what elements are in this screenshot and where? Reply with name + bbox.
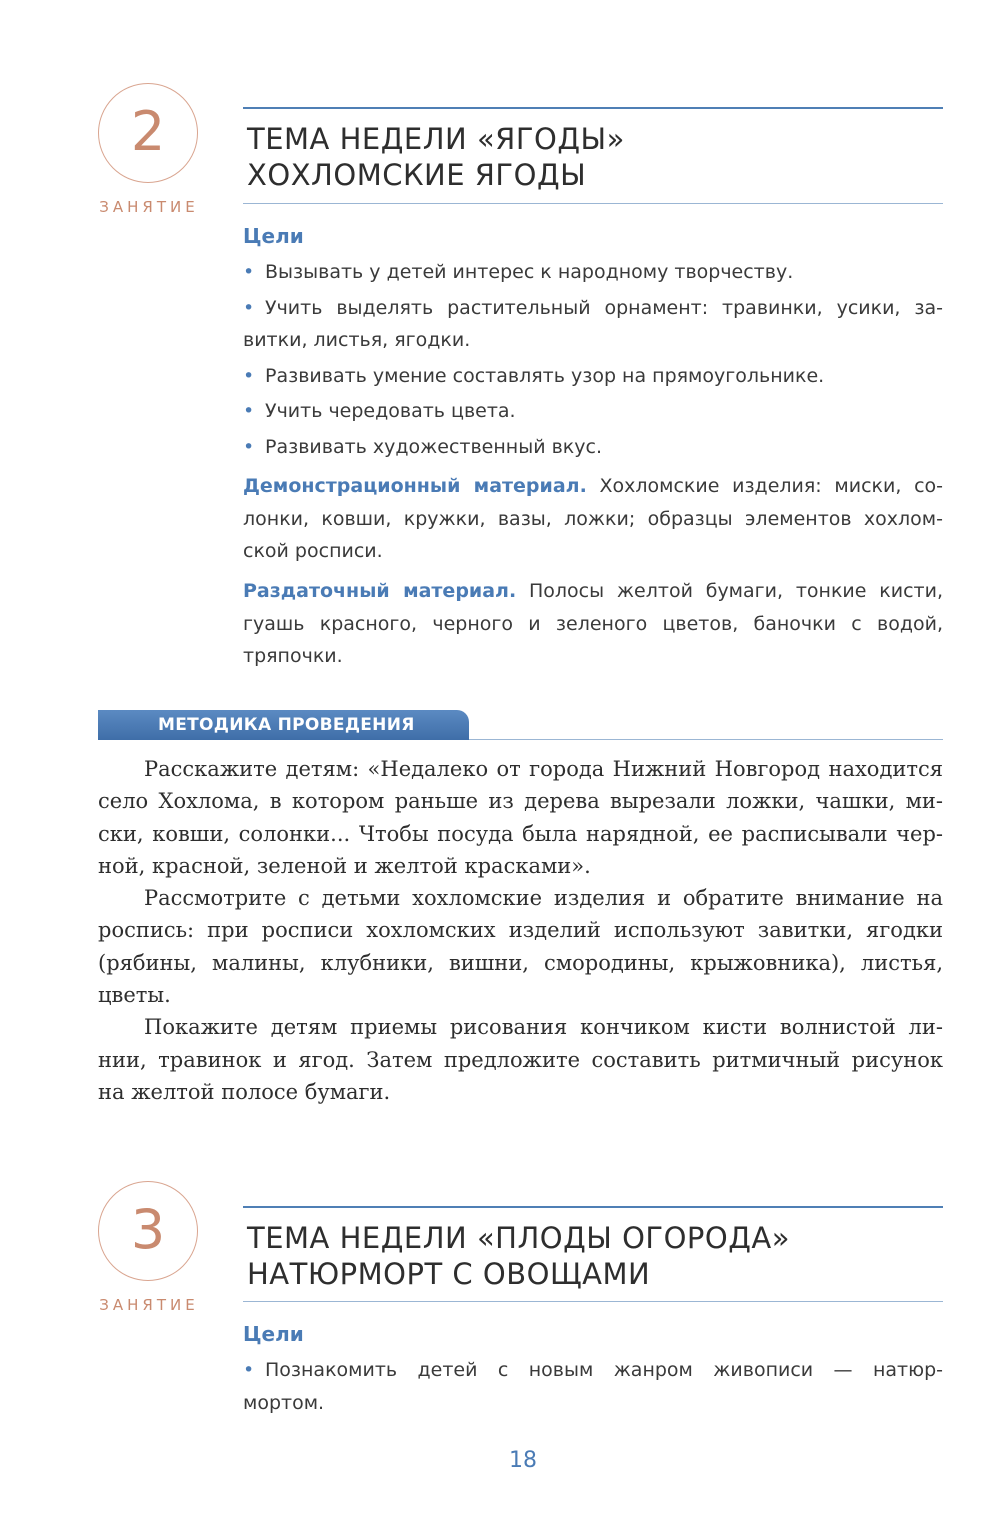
title-rule-top-3	[243, 1206, 943, 1208]
lesson-2-theme-title: ТЕМА НЕДЕЛИ «ЯГОДЫ»	[247, 122, 625, 156]
handout-material: Раздаточный материал. Полосы желтой бумаги, тонкие кисти, гуашь красного, черного и зеленого цветов, баночки с водой, тряпочки.	[243, 580, 943, 667]
method-paragraph: Расскажите детям: «Недалеко от города Нижний Новгород находится село Хохлома, в котором раньше из дерева вырезали ложки, чашки, ми- ски, ковши, солонки... Чтобы посуда была нарядной, ее расписывали чер- ной, красной, зеленой и желтой красками».	[98, 757, 943, 878]
bullet-icon: •	[243, 435, 255, 458]
goal-item: • Развивать умение составлять узор на прямоугольнике.	[243, 360, 943, 393]
goals-list-2	[243, 256, 943, 463]
lesson-3-theme-title: ТЕМА НЕДЕЛИ «ПЛОДЫ ОГОРОДА»	[247, 1221, 790, 1255]
method-heading: МЕТОДИКА ПРОВЕДЕНИЯ	[98, 710, 469, 740]
title-rule-top-2	[243, 107, 943, 109]
lesson-number-3: 3	[98, 1181, 198, 1281]
title-rule-bottom-3	[243, 1301, 943, 1302]
bullet-icon: •	[243, 261, 255, 283]
goal-item: • Учить чередовать цвета.	[243, 395, 943, 428]
handout-material-label: Раздаточный материал.	[243, 580, 517, 602]
bullet-icon: •	[243, 1359, 255, 1381]
goal-item: • Развивать художественный вкус.	[243, 431, 943, 464]
lesson-3-subtitle: НАТЮРМОРТ С ОВОЩАМИ	[247, 1257, 651, 1291]
demo-material: Демонстрационный материал. Хохломские изделия: миски, со- лонки, ковши, кружки, вазы, ложки; образцы элементов хохлом- ской росписи.	[243, 475, 943, 562]
goals-heading-3: Цели	[243, 1322, 304, 1346]
bullet-icon: •	[243, 296, 255, 319]
goal-item: • Вызывать у детей интерес к народному творчеству.	[243, 256, 943, 289]
page-number: 18	[509, 1448, 537, 1473]
bullet-icon: •	[243, 400, 255, 422]
demo-material-label: Демонстрационный материал.	[243, 475, 587, 497]
bullet-icon: •	[243, 364, 255, 387]
lesson-number-2: 2	[98, 83, 198, 183]
lesson-label-3: ЗАНЯТИЕ	[99, 1296, 199, 1314]
goals-list-3	[243, 1354, 943, 1419]
lesson-2-subtitle: ХОХЛОМСКИЕ ЯГОДЫ	[247, 158, 587, 192]
method-paragraph: Рассмотрите с детьми хохломские изделия и обратите внимание на роспись: при росписи хохломских изделий используют завитки, ягодки (рябины, малины, клубники, вишни, смородины, крыжовника), листья, цветы.	[98, 886, 943, 1008]
method-paragraph: Покажите детям приемы рисования кончиком кисти волнистой ли- нии, травинок и ягод. Затем предложите составить ритмичный рисунок на желтой полосе бумаги.	[98, 1015, 943, 1104]
goal-item: • Учить выделять растительный орнамент: травинки, усики, за- витки, листья, ягодки.	[243, 292, 943, 357]
lesson-label-2: ЗАНЯТИЕ	[99, 198, 199, 216]
method-text	[98, 753, 943, 1108]
goals-heading-2: Цели	[243, 224, 304, 248]
goal-item: • Познакомить детей с новым жанром живописи — натюр- мортом.	[243, 1354, 943, 1419]
title-rule-bottom-2	[243, 203, 943, 204]
method-heading-rule	[469, 739, 943, 740]
